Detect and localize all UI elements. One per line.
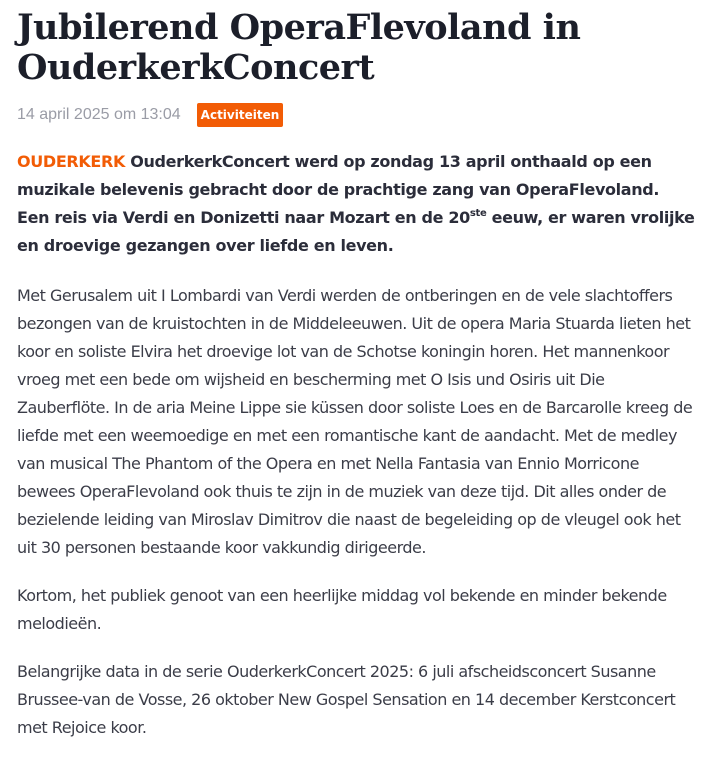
article-lead	[17, 148, 695, 260]
publish-date: 14 april 2025 om 13:04	[17, 106, 181, 123]
body-paragraph-3: Belangrijke data in de serie OuderkerkConcert 2025: 6 juli afscheidsconcert Susanne Brussee-van de Vosse, 26 oktober New Gospel Sensation en 14 december Kerstconcert met Rejoice koor.	[17, 662, 676, 737]
article-title: Jubilerend OperaFlevoland in OuderkerkConcert	[17, 7, 581, 88]
article-meta	[17, 102, 695, 128]
article	[17, 8, 695, 742]
lead-superscript: ste	[469, 208, 487, 219]
location-tag: OUDERKERK	[17, 152, 126, 171]
body-paragraph-2: Kortom, het publiek genoot van een heerlijke middag vol bekende en minder bekende melodieën.	[17, 586, 667, 633]
lead-text-part2: eeuw, er waren vrolijke en droevige gezangen over liefde en leven.	[17, 208, 695, 255]
category-badge[interactable]: Activiteiten	[197, 103, 284, 127]
body-paragraph-1: Met Gerusalem uit I Lombardi van Verdi werden de ontberingen en de vele slachtoffers bezongen van de kruistochten in de Middeleeuwen. Uit de opera Maria Stuarda lieten het koor en soliste Elvira het droevige lot van de Schotse koningin horen. Het mannenkoor vroeg met een bede om wijsheid en bescherming met O Isis und Osiris uit Die Zauberflöte. In de aria Meine Lippe sie küssen door soliste Loes en de Barcarolle kreeg de liefde met een weemoedige en met een romantische kant de aandacht. Met de medley van musical The Phantom of the Opera en met Nella Fantasia van Ennio Morricone bewees OperaFlevoland ook thuis te zijn in de muziek van deze tijd. Dit alles onder de bezielende leiding van Miroslav Dimitrov die naast de begeleiding op de vleugel ook het uit 30 personen bestaande koor vakkundig dirigeerde.	[17, 286, 693, 557]
lead-text-part1: OuderkerkConcert werd op zondag 13 april onthaald op een muzikale belevenis gebracht door de prachtige zang van OperaFlevoland. Een reis via Verdi en Donizetti naar Mozart en de 20	[17, 152, 660, 227]
